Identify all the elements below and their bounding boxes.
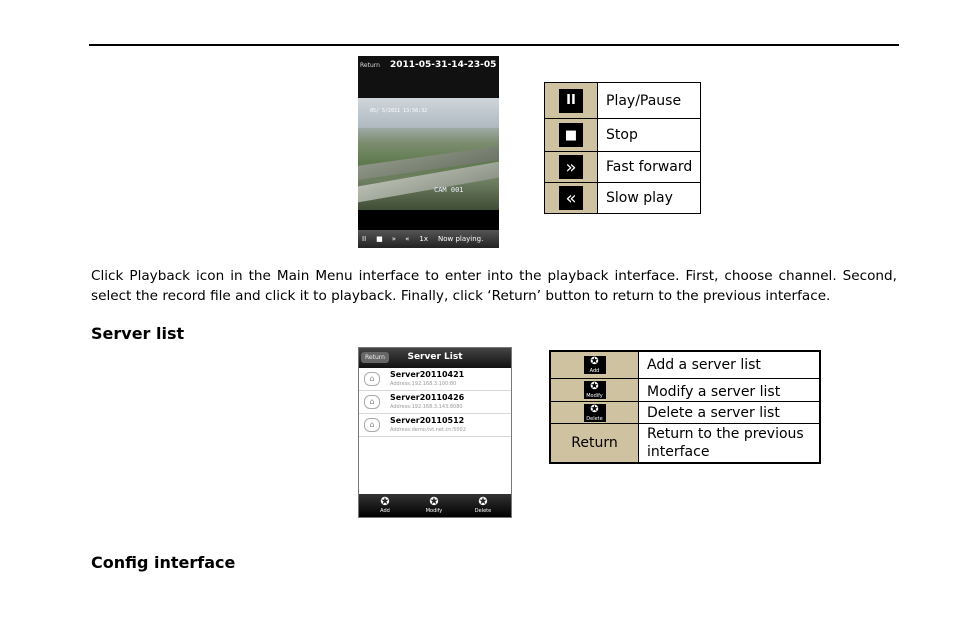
video-osd-time: 05/ 5/2011 13:56:32 <box>370 108 428 114</box>
server-list-screenshot <box>358 347 512 518</box>
pause-icon[interactable]: II <box>362 235 367 243</box>
slow-play-icon[interactable]: « <box>405 235 410 243</box>
fast-forward-icon: » <box>559 155 583 179</box>
delete-icon: ✪ <box>478 495 488 508</box>
legend-label: Return to the previous interface <box>639 424 821 464</box>
legend-row <box>545 152 701 183</box>
legend-label: Add a server list <box>639 351 821 379</box>
stop-icon: ■ <box>559 123 583 147</box>
legend-label: Play/Pause <box>598 83 701 119</box>
house-icon: ⌂ <box>364 418 380 432</box>
slow-play-icon: « <box>559 186 583 210</box>
server-name: Server20110421 <box>390 370 465 379</box>
pause-icon: II <box>559 89 583 113</box>
legend-row <box>545 83 701 119</box>
video-letterbox <box>358 210 499 230</box>
playback-control-bar <box>358 230 499 248</box>
legend-row <box>550 351 820 379</box>
server-address: Address:demo.tvt.net.cn:5002 <box>390 427 466 433</box>
legend-label: Stop <box>598 119 701 152</box>
server-address: Address:192.168.3.100:80 <box>390 381 457 387</box>
legend-row <box>550 424 820 464</box>
return-icon-text: Return <box>550 424 639 464</box>
legend-label: Slow play <box>598 183 701 214</box>
server-list-item[interactable] <box>359 391 511 414</box>
house-icon: ⌂ <box>364 372 380 386</box>
playback-top-bar <box>358 56 499 98</box>
playback-status: Now playing. <box>437 235 484 243</box>
heading-config-interface: Config interface <box>91 553 236 572</box>
return-button[interactable]: Return <box>361 352 389 363</box>
playback-legend-table <box>544 82 701 214</box>
modify-button[interactable]: ✪ Modify <box>414 496 454 514</box>
delete-button[interactable]: ✪ Delete <box>463 496 503 514</box>
heading-server-list: Server list <box>91 324 185 343</box>
legend-label: Fast forward <box>598 152 701 183</box>
header-rule <box>89 44 899 46</box>
server-list-item[interactable] <box>359 414 511 437</box>
delete-icon: ✪ Delete <box>584 404 606 422</box>
server-list-header <box>359 348 511 368</box>
server-name: Server20110512 <box>390 416 465 425</box>
server-list-title: Server List <box>407 352 463 362</box>
legend-label: Modify a server list <box>639 379 821 402</box>
add-icon: ✪ <box>380 495 390 508</box>
stop-icon[interactable]: ■ <box>376 235 383 243</box>
add-icon: ✪ Add <box>584 356 606 374</box>
video-osd-camera: CAM 001 <box>434 186 464 194</box>
legend-row <box>550 402 820 424</box>
server-legend-table <box>549 350 821 464</box>
legend-row <box>550 379 820 402</box>
playback-screenshot <box>358 56 499 248</box>
fast-forward-icon[interactable]: » <box>391 235 397 243</box>
playback-instructions: Click Playback icon in the Main Menu interface to enter into the playback interface. First, choose channel. Second, select the record file and click it to playback. Finally, click ‘Return’ button to return to the previous interface. <box>91 268 897 304</box>
add-button[interactable]: ✪ Add <box>365 496 405 514</box>
speed-indicator: 1x <box>419 235 428 243</box>
modify-icon: ✪ <box>429 495 439 508</box>
server-list-toolbar <box>359 494 511 517</box>
return-button[interactable]: Return <box>360 62 380 69</box>
legend-row <box>545 119 701 152</box>
modify-icon: ✪ Modify <box>584 381 606 399</box>
server-list-item[interactable] <box>359 368 511 391</box>
legend-label: Delete a server list <box>639 402 821 424</box>
legend-row <box>545 183 701 214</box>
playback-timestamp: 2011-05-31-14-23-05 <box>390 60 497 70</box>
house-icon: ⌂ <box>364 395 380 409</box>
video-frame <box>358 98 499 210</box>
server-name: Server20110426 <box>390 393 465 402</box>
server-address: Address:192.168.3.143:8080 <box>390 404 463 410</box>
